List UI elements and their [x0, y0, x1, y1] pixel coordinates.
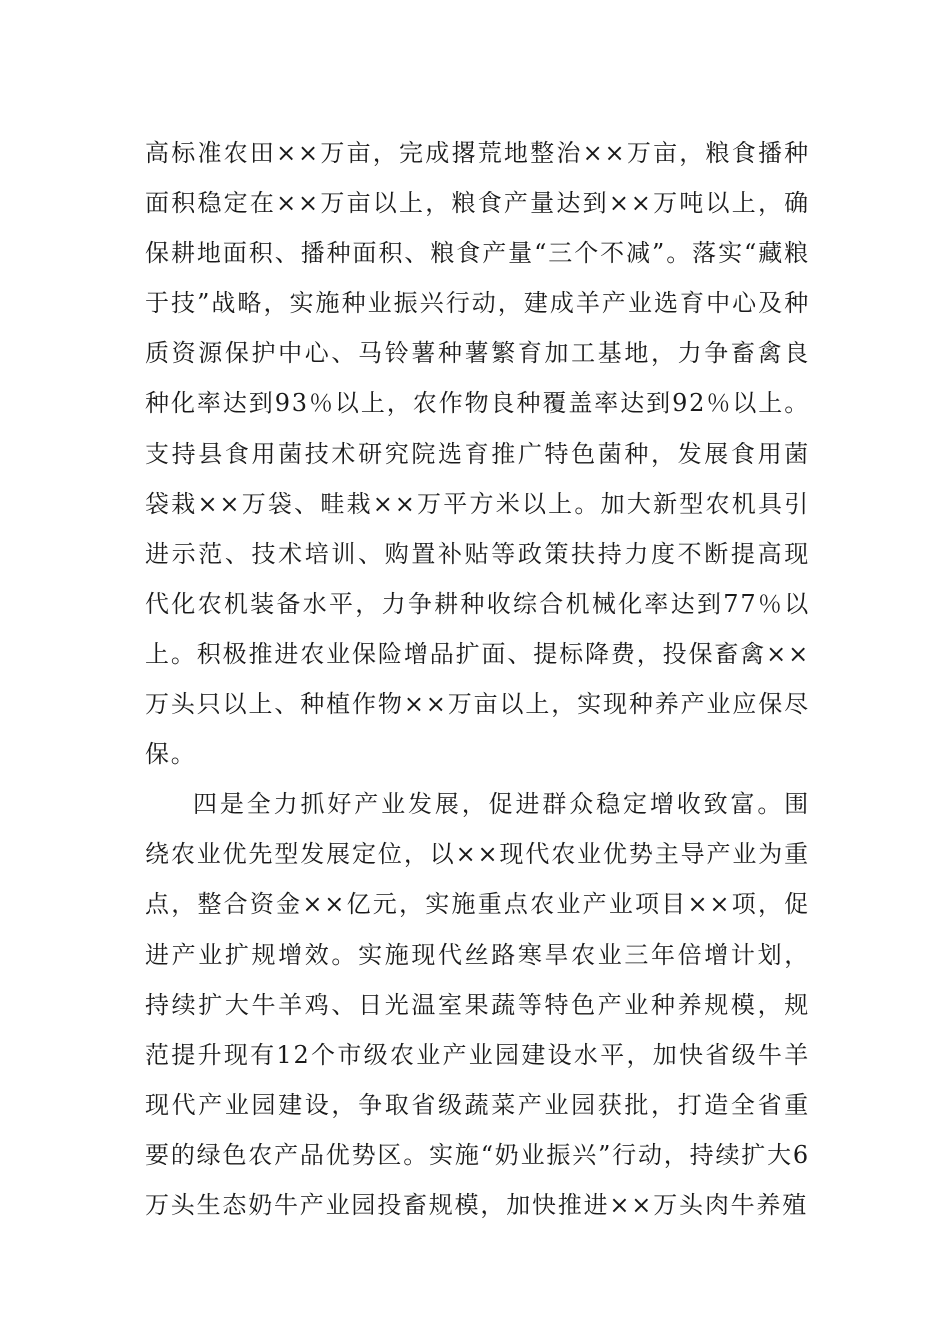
paragraph-continued: 高标准农田××万亩，完成撂荒地整治××万亩，粮食播种面积稳定在××万亩以上，粮食产量达到××万吨以上，确保耕地面积、播种面积、粮食产量“三个不减”。落实“藏粮于技”战略，实施种业振兴行动，建成羊产业选育中心及种质资源保护中心、马铃薯种薯繁育加工基地，力争畜禽良种化率达到93％以上，农作物良种覆盖率达到92％以上。支持县食用菌技术研究院选育推广特色菌种，发展食用菌袋栽××万袋、畦栽××万平方米以上。加大新型农机具引进示范、技术培训、购置补贴等政策扶持力度不断提高现代化农机装备水平，力争耕种收综合机械化率达到77％以上。积极推进农业保险增品扩面、提标降费，投保畜禽××万头只以上、种植作物××万亩以上，实现种养产业应保尽保。 [145, 139, 810, 769]
document-body [145, 128, 810, 1230]
paragraph-section-four: 四是全力抓好产业发展，促进群众稳定增收致富。围绕农业优先型发展定位，以××现代农业优势主导产业为重点，整合资金××亿元，实施重点农业产业项目××项，促进产业扩规增效。实施现代丝路寒旱农业三年倍增计划，持续扩大牛羊鸡、日光温室果蔬等特色产业种养规模，规范提升现有12个市级农业产业园建设水平，加快省级牛羊现代产业园建设，争取省级蔬菜产业园获批，打造全省重要的绿色农产品优势区。实施“奶业振兴”行动，持续扩大6万头生态奶牛产业园投畜规模，加快推进××万头肉牛养殖 [145, 790, 810, 1219]
